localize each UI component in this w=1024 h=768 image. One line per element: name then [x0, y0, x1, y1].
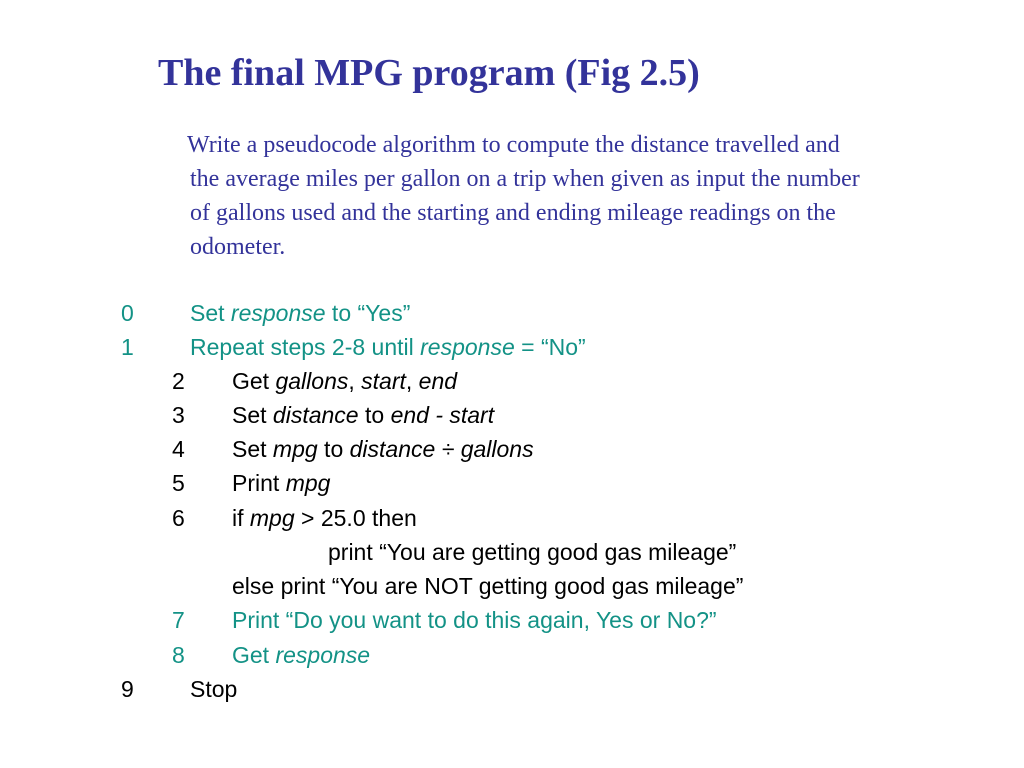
- variable: gallons: [275, 368, 349, 394]
- step-text: Set distance to end - start: [232, 402, 495, 428]
- slide-title: The final MPG program (Fig 2.5): [158, 52, 700, 94]
- step-text: Get gallons, start, end: [232, 368, 458, 394]
- step-text: Set mpg to distance ÷ gallons: [232, 436, 534, 462]
- variable: mpg: [249, 505, 295, 531]
- variable: response: [420, 334, 515, 360]
- variable: distance: [272, 402, 359, 428]
- step-text: print “You are getting good gas mileage”: [328, 539, 737, 565]
- step-text: if mpg > 25.0 then: [232, 505, 417, 531]
- variable: distance ÷ gallons: [349, 436, 534, 462]
- variable: mpg: [272, 436, 318, 462]
- variable: end: [418, 368, 458, 394]
- step-text: Print “Do you want to do this again, Yes or No?”: [232, 607, 717, 633]
- step-text: Get response: [232, 642, 371, 668]
- step-text: Stop: [190, 676, 238, 702]
- step-number: 5: [172, 470, 185, 496]
- step-number: 1: [121, 334, 134, 360]
- description-line: of gallons used and the starting and ending mileage readings on the: [190, 200, 836, 226]
- step-text: Set response to “Yes”: [190, 300, 411, 326]
- step-number: 4: [172, 436, 185, 462]
- variable: response: [230, 300, 326, 326]
- step-number: 7: [172, 607, 185, 633]
- description-line: odometer.: [190, 234, 286, 260]
- description-line: the average miles per gallon on a trip when given as input the number: [190, 166, 860, 192]
- step-text: else print “You are NOT getting good gas mileage”: [232, 573, 744, 599]
- variable: mpg: [285, 470, 331, 496]
- step-number: 3: [172, 402, 185, 428]
- step-number: 0: [121, 300, 134, 326]
- variable: end - start: [390, 402, 495, 428]
- step-number: 6: [172, 505, 185, 531]
- step-number: 8: [172, 642, 185, 668]
- step-text: Print mpg: [232, 470, 331, 496]
- variable: start: [361, 368, 406, 394]
- step-number: 9: [121, 676, 134, 702]
- variable: response: [275, 642, 371, 668]
- description-line: Write a pseudocode algorithm to compute the distance travelled and: [187, 132, 840, 158]
- step-number: 2: [172, 368, 185, 394]
- step-text: Repeat steps 2-8 until response = “No”: [190, 334, 586, 360]
